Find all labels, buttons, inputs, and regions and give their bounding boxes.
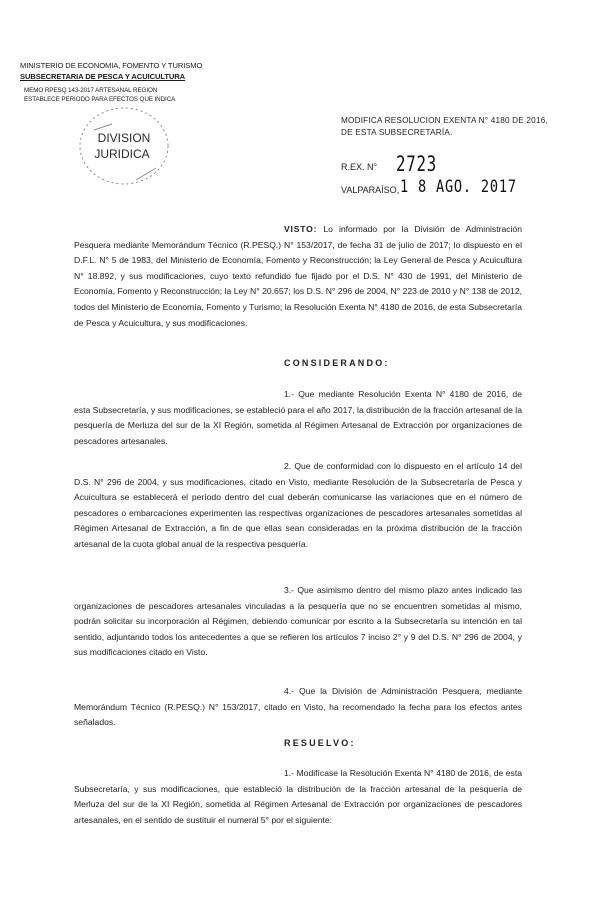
resuelvo-heading: RESUELVO:: [284, 738, 356, 748]
rex-label: R.EX. N°: [341, 162, 378, 172]
document-title-line-1: MODIFICA RESOLUCION EXENTA N° 4180 DE 2016,: [341, 116, 548, 125]
stamp-line-2: JURIDICA: [94, 147, 150, 161]
visto-label: VISTO:: [284, 224, 318, 234]
subject-line: ESTABLECE PERIODO PARA EFECTOS QUE INDICA: [24, 96, 176, 103]
document-date: 1 8 AGO. 2017: [400, 177, 517, 197]
considerando-3-text: 3.- Que asimismo dentro del mismo plazo antes indicado las organizaciones de pescadores artesanales vinculadas a la pesquería que no se encuentren sometidas al mismo, podrán solicitar su incorporación al Régimen, debiendo comunicar por escrito a la Subsecretaría su intención en tal sentido, adjuntando todos los antecedentes a que se refieren los artículos 7 inciso 2° y 9 del D.S. N° 296 de 2004, y sus modificaciones citado en Visto.: [74, 585, 522, 658]
considerando-heading: CONSIDERANDO:: [284, 358, 390, 368]
resuelvo-1-text: 1.- Modifícase la Resolución Exenta N° 4180 de 2016, de esta Subsecretaría, y sus modificaciones, que estableció la distribución de la fracción artesanal de la pesquería de Merluza del sur de la XI Región, sometida al Régimen Artesanal de Extracción por organizaciones de pescadores artesanales, en el sentido de sustituir el numeral 5° por el siguiente:: [74, 768, 522, 825]
memo-reference: MEMO RPESQ 143-2017 ARTESANAL REGION: [24, 87, 158, 94]
place-label: VALPARAÍSO,: [341, 185, 400, 195]
considerando-4: [74, 684, 522, 731]
ministry-name: MINISTERIO DE ECONOMIA, FOMENTO Y TURISMO: [20, 61, 203, 70]
visto-text: Lo informado por la División de Administración Pesquera mediante Memorándum Técnico (R.PESQ.) N° 153/2017, de fecha 31 de julio de 2017; lo dispuesto en el D.F.L. N° 5 de 1983, del Ministerio de Economía, Fomento y Reconstrucción; la Ley General de Pesca y Acuicultura N° 18.892, y sus modificaciones, cuyo texto refundido fue fijado por el D.S. N° 430 de 1991, del Ministerio de Economía, Fomento y Reconstrucción; la Ley N° 20.657; los D.S. N° 296 de 2004, N° 223 de 2010 y N° 138 de 2012, todos del Ministerio de Economía, Fomento y Turismo; la Resolución Exenta N° 4180 de 2016, de esta Subsecretaría de Pesca y Acuicultura, y sus modificaciones.: [74, 224, 522, 328]
rex-number: 2723: [396, 152, 437, 176]
visto-paragraph: [74, 222, 522, 331]
document-title-line-2: DE ESTA SUBSECRETARÍA.: [341, 128, 453, 137]
subsecretaria-name: SUBSECRETARIA DE PESCA Y ACUICULTURA: [20, 72, 186, 81]
considerando-1: [74, 387, 522, 449]
division-juridica-stamp: [72, 102, 182, 194]
considerando-2-text: 2. Que de conformidad con lo dispuesto en el artículo 14 del D.S. N° 296 de 2004, y sus modificaciones, citado en Visto, mediante Resolución de la Subsecretaría de Pesca y Acuicultura se establecerá el período dentro del cual deberán comunicarse las variaciones que en el número de pescadores o embarcaciones experimenten las respectivas organizaciones de pescadores artesanales sometidas al Régimen Artesanal de Extracción, a fin de que ellas sean consideradas en la próxima distribución de la fracción artesanal de la cuota global anual de la respectiva pesquería.: [74, 461, 522, 549]
considerando-4-text: 4.- Que la División de Administración Pesquera, mediante Memorándum Técnico (R.PESQ.) N° 153/2017, citado en Visto, ha recomendado la fecha para los efectos antes señalados.: [74, 686, 522, 728]
considerando-2: [74, 459, 522, 553]
stamp-line-1: DIVISION: [97, 131, 151, 145]
considerando-3: [74, 583, 522, 661]
resuelvo-1: [74, 766, 522, 828]
considerando-1-text: 1.- Que mediante Resolución Exenta N° 4180 de 2016, de esta Subsecretaría, y sus modificaciones, se estableció para el año 2017, la distribución de la fracción artesanal de la pesquería de Merluza del sur de la XI Región, sometida al Régimen Artesanal de Extracción por organizaciones de pescadores artesanales.: [74, 389, 522, 446]
